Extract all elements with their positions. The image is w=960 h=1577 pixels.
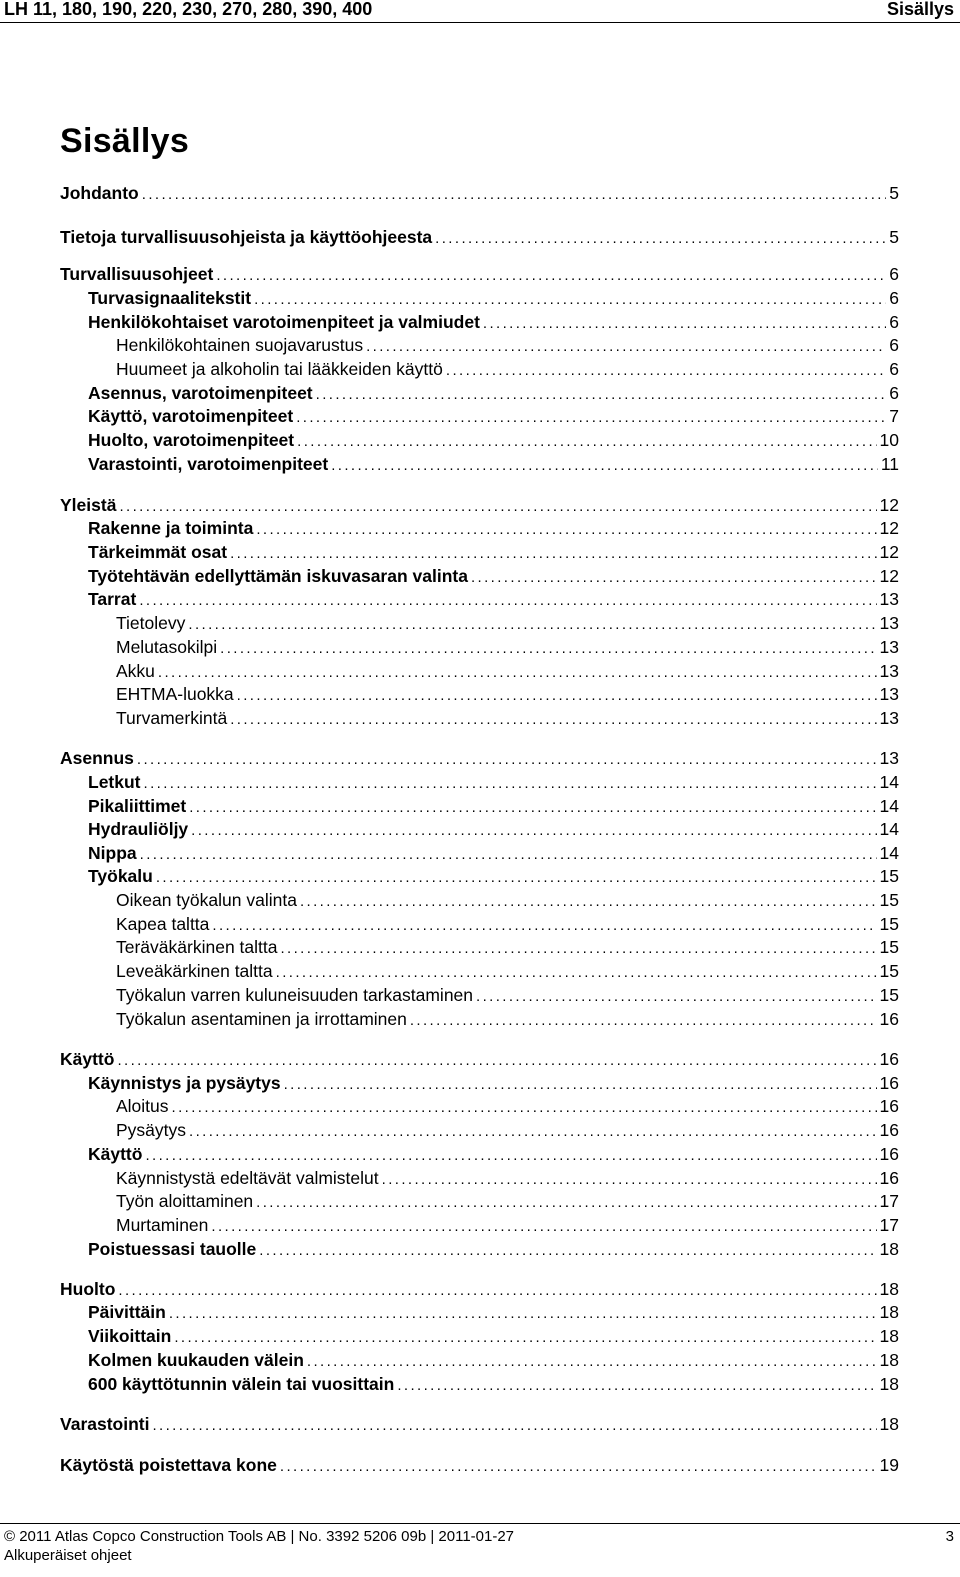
toc-entry-title: Leveäkärkinen taltta	[116, 961, 273, 981]
header-rule	[0, 22, 960, 23]
toc-entry[interactable]	[88, 588, 899, 610]
toc-dot-leader	[191, 820, 876, 842]
toc-entry-title: Työkalun varren kuluneisuuden tarkastaminen	[116, 985, 474, 1005]
header-section-title: Sisällys	[886, 0, 954, 19]
toc-dot-leader	[471, 567, 877, 589]
toc-dot-leader	[156, 867, 877, 889]
toc-entry[interactable]	[88, 1349, 899, 1371]
toc-dot-leader	[117, 1050, 876, 1072]
toc-entry[interactable]	[116, 913, 899, 935]
toc-entry-page: 12	[879, 566, 899, 586]
toc-entry[interactable]	[116, 358, 899, 380]
toc-entry-title: Käynnistystä edeltävät valmistelut	[116, 1168, 379, 1188]
toc-entry[interactable]	[88, 405, 899, 427]
toc-entry[interactable]	[88, 1325, 899, 1347]
toc-entry-title: Pikaliittimet	[88, 796, 187, 816]
toc-entry-page: 16	[879, 1049, 899, 1069]
toc-entry-page: 15	[879, 866, 899, 886]
toc-entry-title: Letkut	[88, 772, 141, 792]
toc-entry-title: Aloitus	[116, 1096, 169, 1116]
toc-entry[interactable]	[88, 517, 899, 539]
toc-entry[interactable]	[116, 889, 899, 911]
toc-entry[interactable]	[116, 1167, 899, 1189]
toc-dot-leader	[216, 265, 886, 287]
toc-entry[interactable]	[60, 1454, 899, 1476]
toc-entry[interactable]	[88, 1143, 899, 1165]
toc-dot-leader	[169, 1303, 877, 1325]
toc-entry-page: 18	[879, 1374, 899, 1394]
footer-rule	[0, 1523, 960, 1524]
toc-entry-title: Turvamerkintä	[116, 708, 228, 728]
page-title: Sisällys	[60, 122, 190, 160]
footer-page-number: 3	[945, 1528, 954, 1545]
toc-dot-leader	[435, 228, 886, 250]
toc-dot-leader	[237, 685, 877, 707]
toc-dot-leader	[483, 313, 886, 335]
toc-entry[interactable]	[88, 311, 899, 333]
toc-entry[interactable]	[88, 818, 899, 840]
toc-entry-page: 6	[889, 335, 899, 355]
toc-dot-leader	[152, 1415, 876, 1437]
toc-dot-leader	[174, 1327, 876, 1349]
toc-entry[interactable]	[88, 287, 899, 309]
toc-entry-title: Henkilökohtainen suojavarustus	[116, 335, 364, 355]
toc-entry-page: 12	[879, 518, 899, 538]
toc-entry[interactable]	[60, 226, 899, 248]
toc-entry-page: 13	[879, 748, 899, 768]
toc-entry-title: Tietoja turvallisuusohjeista ja käyttöohjeesta	[60, 227, 433, 247]
toc-entry-title: Poistuessasi tauolle	[88, 1239, 257, 1259]
toc-dot-leader	[307, 1351, 877, 1373]
toc-entry-page: 15	[879, 890, 899, 910]
toc-entry-page: 15	[879, 914, 899, 934]
toc-entry-page: 13	[879, 589, 899, 609]
toc-entry-title: EHTMA-luokka	[116, 684, 234, 704]
toc-entry[interactable]	[60, 494, 899, 516]
toc-entry[interactable]	[88, 771, 899, 793]
toc-entry[interactable]	[88, 453, 899, 475]
toc-entry-page: 17	[879, 1215, 899, 1235]
toc-dot-leader	[280, 1456, 877, 1478]
toc-entry[interactable]	[88, 1072, 899, 1094]
toc-entry[interactable]	[116, 1095, 899, 1117]
toc-entry-page: 10	[879, 430, 899, 450]
toc-entry-page: 14	[879, 796, 899, 816]
toc-entry-title: Tarrat	[88, 589, 137, 609]
toc-entry-page: 6	[889, 312, 899, 332]
toc-entry-title: Akku	[116, 661, 155, 681]
toc-entry-page: 15	[879, 961, 899, 981]
toc-entry[interactable]	[116, 960, 899, 982]
toc-entry[interactable]	[116, 984, 899, 1006]
toc-entry-page: 16	[879, 1096, 899, 1116]
toc-entry[interactable]	[60, 1048, 899, 1070]
toc-entry[interactable]	[60, 1413, 899, 1435]
toc-dot-leader	[300, 891, 877, 913]
toc-entry[interactable]	[60, 747, 899, 769]
toc-entry-page: 13	[879, 637, 899, 657]
toc-entry[interactable]	[88, 565, 899, 587]
toc-dot-leader	[139, 590, 876, 612]
toc-entry[interactable]	[116, 636, 899, 658]
toc-entry-title: Turvallisuusohjeet	[60, 264, 214, 284]
toc-entry-page: 13	[879, 684, 899, 704]
toc-dot-leader	[476, 986, 877, 1008]
toc-entry-title: Käynnistys ja pysäytys	[88, 1073, 281, 1093]
toc-entry-page: 11	[880, 454, 899, 474]
toc-entry-title: Rakenne ja toiminta	[88, 518, 254, 538]
toc-entry-page: 13	[879, 613, 899, 633]
toc-entry[interactable]	[60, 182, 899, 204]
toc-entry[interactable]	[88, 429, 899, 451]
toc-entry-page: 18	[879, 1302, 899, 1322]
toc-entry-title: Johdanto	[60, 183, 139, 203]
toc-dot-leader	[211, 1216, 876, 1238]
toc-entry-title: Asennus, varotoimenpiteet	[88, 383, 313, 403]
toc-entry-title: Turvasignaalitekstit	[88, 288, 252, 308]
toc-entry-title: Tietolevy	[116, 613, 186, 633]
toc-entry-title: Murtaminen	[116, 1215, 209, 1235]
page-header	[0, 0, 960, 22]
toc-dot-leader	[410, 1010, 877, 1032]
toc-dot-leader	[118, 1280, 876, 1302]
toc-dot-leader	[145, 1145, 876, 1167]
toc-entry-title: Viikoittain	[88, 1326, 172, 1346]
toc-dot-leader	[140, 844, 877, 866]
toc-entry[interactable]	[88, 382, 899, 404]
toc-dot-leader	[142, 184, 887, 206]
toc-entry[interactable]	[116, 1119, 899, 1141]
header-model-list: LH 11, 180, 190, 220, 230, 270, 280, 390, 400	[4, 0, 373, 19]
toc-dot-leader	[212, 915, 876, 937]
toc-entry[interactable]	[88, 795, 899, 817]
toc-entry-title: Pysäytys	[116, 1120, 187, 1140]
toc-entry-title: Työkalun asentaminen ja irrottaminen	[116, 1009, 407, 1029]
toc-dot-leader	[296, 407, 886, 429]
toc-entry-title: Yleistä	[60, 495, 117, 515]
toc-entry[interactable]	[116, 1190, 899, 1212]
toc-dot-leader	[119, 496, 876, 518]
toc-dot-leader	[256, 1192, 876, 1214]
toc-entry-title: Päivittäin	[88, 1302, 166, 1322]
toc-entry-title: Työkalu	[88, 866, 153, 886]
toc-entry-page: 18	[879, 1350, 899, 1370]
toc-entry-page: 14	[879, 772, 899, 792]
toc-entry-page: 19	[879, 1455, 899, 1475]
toc-entry-page: 14	[879, 843, 899, 863]
toc-entry[interactable]	[116, 936, 899, 958]
toc-entry-title: Henkilökohtaiset varotoimenpiteet ja valmiudet	[88, 312, 480, 332]
toc-entry-page: 16	[879, 1120, 899, 1140]
toc-dot-leader	[172, 1097, 877, 1119]
toc-entry[interactable]	[60, 1278, 899, 1300]
toc-entry[interactable]	[116, 707, 899, 729]
toc-entry-page: 6	[889, 264, 899, 284]
toc-dot-leader	[230, 709, 876, 731]
toc-entry-page: 18	[879, 1414, 899, 1434]
toc-entry-page: 18	[879, 1279, 899, 1299]
toc-entry-title: Käyttö, varotoimenpiteet	[88, 406, 294, 426]
toc-dot-leader	[220, 638, 876, 660]
toc-entry-page: 5	[889, 183, 899, 203]
toc-entry[interactable]	[116, 334, 899, 356]
toc-entry[interactable]	[88, 1301, 899, 1323]
toc-entry-page: 16	[879, 1009, 899, 1029]
toc-entry-page: 13	[879, 708, 899, 728]
toc-entry-page: 13	[879, 661, 899, 681]
toc-dot-leader	[158, 662, 877, 684]
toc-entry-title: Melutasokilpi	[116, 637, 218, 657]
toc-entry[interactable]	[88, 842, 899, 864]
toc-dot-leader	[280, 938, 876, 960]
toc-entry-page: 6	[889, 359, 899, 379]
toc-entry-title: Käyttö	[88, 1144, 143, 1164]
toc-entry-title: Huumeet ja alkoholin tai lääkkeiden käyttö	[116, 359, 443, 379]
toc-entry-title: Huolto	[60, 1279, 116, 1299]
toc-entry-title: Varastointi	[60, 1414, 150, 1434]
toc-entry-title: Työtehtävän edellyttämän iskuvasaran valinta	[88, 566, 468, 586]
toc-dot-leader	[397, 1375, 876, 1397]
toc-entry-title: Nippa	[88, 843, 137, 863]
toc-entry-title: Oikean työkalun valinta	[116, 890, 297, 910]
toc-entry-title: Hydrauliöljy	[88, 819, 189, 839]
toc-dot-leader	[297, 431, 876, 453]
toc-entry-page: 16	[879, 1073, 899, 1093]
toc-dot-leader	[316, 384, 887, 406]
toc-entry[interactable]	[116, 660, 899, 682]
toc-entry-page: 16	[879, 1144, 899, 1164]
toc-entry-page: 5	[889, 227, 899, 247]
toc-dot-leader	[137, 749, 877, 771]
toc-entry-page: 15	[879, 937, 899, 957]
toc-entry[interactable]	[116, 612, 899, 634]
toc-entry-page: 17	[879, 1191, 899, 1211]
toc-entry-title: Kolmen kuukauden välein	[88, 1350, 304, 1370]
toc-dot-leader	[366, 336, 886, 358]
toc-entry[interactable]	[116, 1214, 899, 1236]
toc-entry-title: Huolto, varotoimenpiteet	[88, 430, 295, 450]
toc-entry-page: 6	[889, 288, 899, 308]
toc-entry-page: 15	[879, 985, 899, 1005]
toc-entry-page: 16	[879, 1168, 899, 1188]
toc-entry[interactable]	[116, 683, 899, 705]
toc-entry-page: 18	[879, 1239, 899, 1259]
toc-entry-page: 12	[879, 495, 899, 515]
toc-entry-page: 7	[889, 406, 899, 426]
toc-dot-leader	[188, 614, 876, 636]
toc-entry-page: 12	[879, 542, 899, 562]
toc-dot-leader	[284, 1074, 877, 1096]
toc-dot-leader	[331, 455, 878, 477]
toc-entry-page: 18	[879, 1326, 899, 1346]
toc-dot-leader	[382, 1169, 877, 1191]
toc-entry[interactable]	[116, 1008, 899, 1030]
toc-dot-leader	[276, 962, 877, 984]
toc-entry[interactable]	[88, 865, 899, 887]
toc-dot-leader	[254, 289, 886, 311]
toc-dot-leader	[256, 519, 876, 541]
toc-entry[interactable]	[88, 541, 899, 563]
toc-dot-leader	[144, 773, 877, 795]
toc-dot-leader	[189, 797, 876, 819]
toc-entry[interactable]	[88, 1238, 899, 1260]
toc-dot-leader	[446, 360, 886, 382]
toc-entry[interactable]	[60, 263, 899, 285]
toc-entry-title: Käytöstä poistettava kone	[60, 1455, 277, 1475]
toc-entry-title: Teräväkärkinen taltta	[116, 937, 278, 957]
toc-entry-page: 14	[879, 819, 899, 839]
toc-entry-title: Kapea taltta	[116, 914, 210, 934]
toc-entry[interactable]	[88, 1373, 899, 1395]
toc-entry-title: 600 käyttötunnin välein tai vuosittain	[88, 1374, 395, 1394]
toc-entry-title: Asennus	[60, 748, 134, 768]
toc-dot-leader	[189, 1121, 877, 1143]
toc-entry-title: Käyttö	[60, 1049, 115, 1069]
toc-entry-title: Työn aloittaminen	[116, 1191, 254, 1211]
footer-original-instructions: Alkuperäiset ohjeet	[4, 1547, 132, 1564]
toc-entry-page: 6	[889, 383, 899, 403]
toc-dot-leader	[259, 1240, 876, 1262]
toc-entry-title: Tärkeimmät osat	[88, 542, 228, 562]
footer-copyright: © 2011 Atlas Copco Construction Tools AB | No. 3392 5206 09b | 2011-01-27	[4, 1528, 515, 1545]
toc-entry-title: Varastointi, varotoimenpiteet	[88, 454, 329, 474]
toc-dot-leader	[230, 543, 876, 565]
